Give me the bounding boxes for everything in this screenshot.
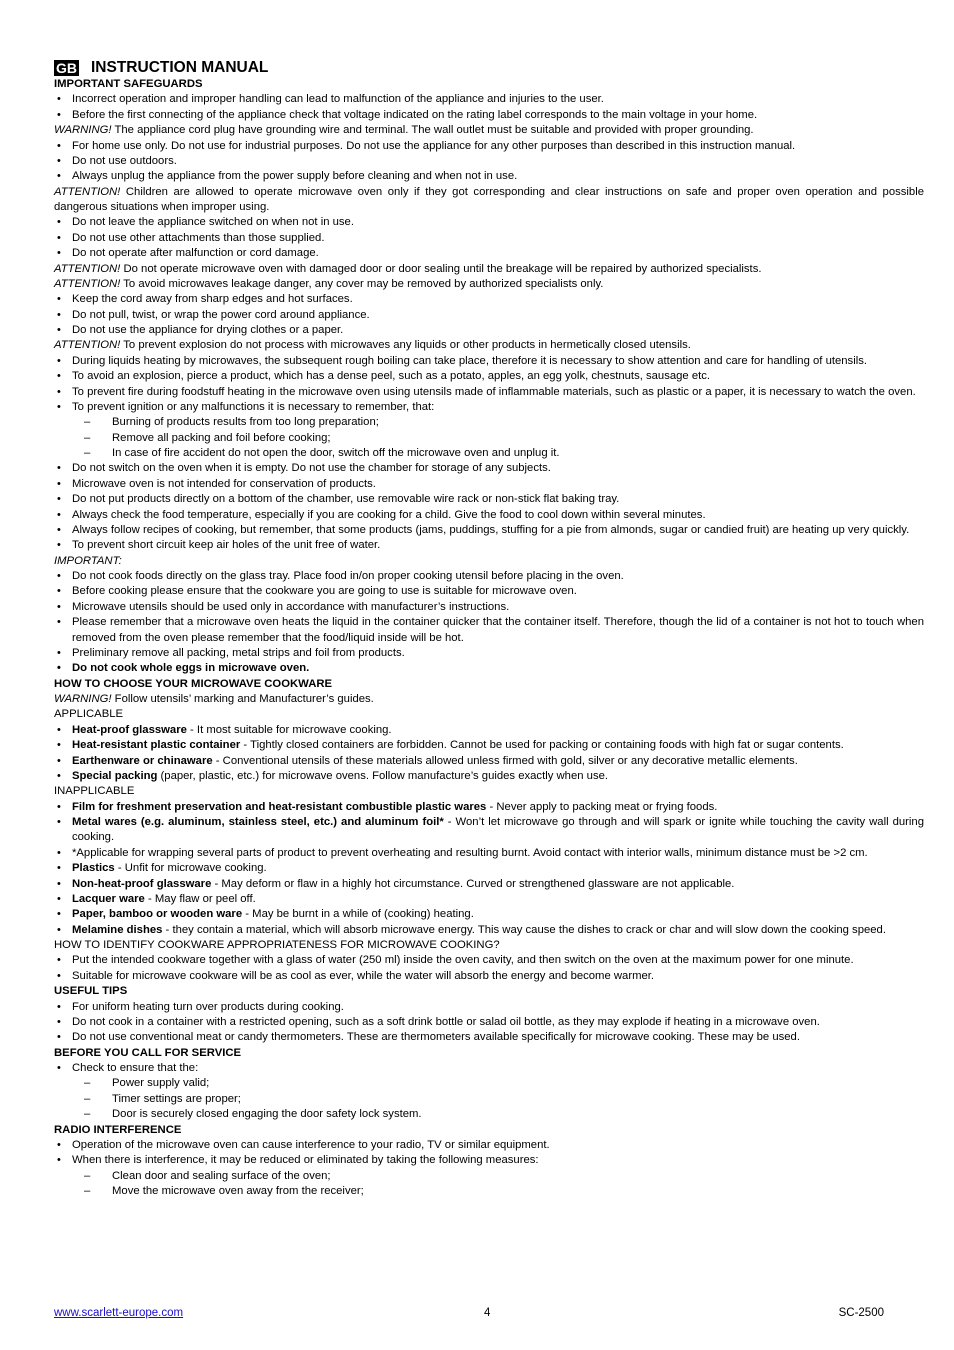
list-item: • Before the first connecting of the appliance check that voltage indicated on the rating label corresponds to the main voltage in your home. [54, 108, 924, 123]
list-item-text: To prevent ignition or any malfunctions it is necessary to remember, that: [72, 400, 435, 413]
dash-item: – Door is securely closed engaging the door safety lock system. [54, 1107, 924, 1122]
attention-paragraph [54, 262, 924, 277]
list-item: • To avoid an explosion, pierce a product, which has a dense peel, such as a potato, apples, an egg yolk, chestnuts, sausage etc. [54, 369, 924, 384]
item-term: Metal wares (e.g. aluminum, stainless steel, etc.) and aluminum foil* [72, 816, 444, 828]
item-term: Non-heat-proof glassware [72, 877, 212, 890]
list-item-text: When there is interference, it may be reduced or eliminated by taking the following measures: [72, 1154, 539, 1167]
identify-list [54, 953, 924, 984]
list-item: • For home use only. Do not use for industrial purposes. Do not use the appliance for any other purposes than described in this instruction manual. [54, 139, 924, 154]
list-item: • Do not leave the appliance switched on when not in use. [54, 215, 924, 230]
dash-item: – Remove all packing and foil before cooking; [54, 431, 924, 446]
list-item: • Incorrect operation and improper handling can lead to malfunction of the appliance and injuries to the user. [54, 92, 924, 107]
list-item [54, 769, 924, 784]
dash-list [54, 1169, 924, 1200]
list-item: • During liquids heating by microwaves, the subsequent rough boiling can take place, therefore it is necessary to show attention and care for handling of utensils. [54, 354, 924, 369]
list-item [54, 800, 924, 815]
list-item [54, 400, 924, 462]
list-item: • Do not use outdoors. [54, 154, 924, 169]
list-item: • Do not use conventional meat or candy thermometers. These are thermometers available specifically for microwave cooking. These may be used. [54, 1030, 924, 1045]
list-item: • Please remember that a microwave oven heats the liquid in the container quicker that the container itself. Therefore, though the lid of a container is not hot to touch when removed from the oven please remember that the food/liquid inside will be hot. [54, 615, 924, 646]
list-item [54, 1153, 924, 1199]
dash-item: – In case of fire accident do not open the door, switch off the microwave oven and unplug it. [54, 446, 924, 461]
page-number: 4 [484, 1307, 491, 1319]
item-desc: - Tightly closed containers are forbidden. Cannot be used for packing or containing foods with high fat or sugar contents. [240, 739, 844, 752]
list-item [54, 892, 924, 907]
list-item [54, 861, 924, 876]
list-item: • Microwave oven is not intended for conservation of products. [54, 477, 924, 492]
page-title: INSTRUCTION MANUAL [91, 59, 269, 76]
list-item: • Do not put products directly on a bottom of the chamber, use removable wire rack or non-stick flat baking tray. [54, 492, 924, 507]
section-heading-cookware: HOW TO CHOOSE YOUR MICROWAVE COOKWARE [54, 677, 333, 690]
item-term: Heat-resistant plastic container [72, 739, 241, 752]
list-item: • Keep the cord away from sharp edges and hot surfaces. [54, 292, 924, 307]
list-item [54, 738, 924, 753]
item-desc: - Conventional utensils of these materials allowed unless firmed with gold, silver or any decorative metallic elements. [212, 754, 798, 767]
list-item: • Microwave utensils should be used only in accordance with manufacturer’s instructions. [54, 600, 924, 615]
item-term: Lacquer ware [72, 892, 145, 905]
item-term: Melamine dishes [72, 923, 163, 936]
list-item: • Operation of the microwave oven can cause interference to your radio, TV or similar equipment. [54, 1138, 924, 1153]
item-desc: - Unfit for microwave cooking. [114, 862, 267, 875]
warning-label: WARNING! [54, 124, 112, 137]
safeguards-list-1 [54, 92, 924, 123]
attention-text: To avoid microwaves leakage danger, any cover may be removed by authorized specialists only. [120, 277, 604, 290]
list-item [54, 815, 924, 846]
warning-label: WARNING! [54, 693, 112, 705]
inapplicable-list [54, 800, 924, 938]
list-item: • To prevent short circuit keep air holes of the unit free of water. [54, 538, 924, 553]
attention-paragraph [54, 185, 924, 216]
list-item-bold: • Do not cook whole eggs in microwave oven. [54, 661, 924, 676]
item-desc: - May deform or flaw in a highly hot circumstance. Curved or strengthened glassware are not applicable. [211, 877, 735, 890]
list-item [54, 723, 924, 738]
attention-label: ATTENTION! [54, 277, 121, 290]
applicable-label: APPLICABLE [54, 708, 124, 721]
section-heading-radio: RADIO INTERFERENCE [54, 1123, 182, 1136]
item-desc: - May flaw or peel off. [144, 892, 256, 905]
list-item: • To prevent fire during foodstuff heating in the microwave oven using utensils made of inflammable materials, such as plastic or a paper, it is necessary to watch the oven. [54, 385, 924, 400]
attention-label: ATTENTION! [54, 185, 121, 198]
attention-text: Do not operate microwave oven with damaged door or door sealing until the breakage will be repaired by authorized specialists. [120, 262, 762, 275]
item-desc: - they contain a material, which will absorb microwave energy. This way cause the dishes to crack or char and will slow down the cooking speed. [162, 923, 886, 936]
list-item: • Put the intended cookware together with a glass of water (250 ml) inside the oven cavity, and then switch on the oven at the maximum power for one minute. [54, 953, 924, 968]
warning-text: Follow utensils’ marking and Manufacturer’s guides. [111, 693, 374, 705]
tips-list [54, 1000, 924, 1046]
warning-text: The appliance cord plug have grounding wire and terminal. The wall outlet must be suitable and provided with proper grounding. [111, 124, 754, 137]
item-desc: - It most suitable for microwave cooking. [186, 723, 392, 736]
attention-label: ATTENTION! [54, 262, 121, 275]
dash-item: – Clean door and sealing surface of the oven; [54, 1169, 924, 1184]
list-item-text: Check to ensure that the: [72, 1062, 199, 1074]
inapplicable-label: INAPPLICABLE [54, 785, 135, 798]
list-item: • Do not use the appliance for drying clothes or a paper. [54, 323, 924, 338]
dash-item: – Timer settings are proper; [54, 1092, 924, 1107]
list-item: • For uniform heating turn over products during cooking. [54, 1000, 924, 1015]
applicable-list [54, 723, 924, 785]
dash-item: – Burning of products results from too long preparation; [54, 415, 924, 430]
list-item: • Preliminary remove all packing, metal strips and foil from products. [54, 646, 924, 661]
list-item: • Do not use other attachments than those supplied. [54, 231, 924, 246]
dash-list [54, 1076, 924, 1122]
item-term: Heat-proof glassware [72, 723, 187, 736]
attention-paragraph [54, 277, 924, 292]
safeguards-list-5 [54, 354, 924, 554]
list-item: • Do not operate after malfunction or cord damage. [54, 246, 924, 261]
radio-list [54, 1138, 924, 1200]
warning-paragraph [54, 123, 924, 138]
item-term: Paper, bamboo or wooden ware [72, 908, 243, 921]
safeguards-list-3 [54, 215, 924, 261]
item-desc: - Won’t let microwave go through and will spark or ignite while touching the cavity wall during cooking. [72, 816, 924, 844]
list-item: • Always follow recipes of cooking, but remember, that some products (jams, puddings, stuffing for a pie from almonds, sugar or candied fruit) are heating up very quickly. [54, 523, 924, 538]
list-item: • Suitable for microwave cookware will be as cool as ever, while the water will absorb the energy and become warmer. [54, 969, 924, 984]
list-item [54, 877, 924, 892]
item-desc: *Applicable for wrapping several parts of product to prevent overheating and resulting burnt. Avoid contact with interior walls, minimum distance must be >2 cm. [72, 846, 868, 859]
item-term: Earthenware or chinaware [72, 754, 213, 767]
important-label: IMPORTANT: [54, 554, 122, 567]
attention-text: Children are allowed to operate microwave oven only if they got corresponding and clear instructions on safe and proper oven operation and possible dangerous situations when improper using. [54, 185, 924, 213]
list-item: • Do not pull, twist, or wrap the power cord around appliance. [54, 308, 924, 323]
safeguards-list-4 [54, 292, 924, 338]
list-item [54, 907, 924, 922]
list-item: • Always check the food temperature, especially if you are cooking for a child. Give the food to cool down within several minutes. [54, 508, 924, 523]
section-heading-safeguards: IMPORTANT SAFEGUARDS [54, 78, 203, 90]
manual-page [54, 59, 924, 1199]
important-list [54, 569, 924, 677]
item-desc: - Never apply to packing meat or frying foods. [486, 800, 718, 813]
item-term: Plastics [72, 862, 115, 875]
list-item: • Always unplug the appliance from the power supply before cleaning and when not in use. [54, 169, 924, 184]
list-item [54, 846, 924, 861]
safeguards-list-2 [54, 139, 924, 185]
list-item: • Do not cook in a container with a restricted opening, such as a soft drink bottle or salad oil bottle, as they may explode if heating in a microwave oven. [54, 1015, 924, 1030]
item-term: Film for freshment preservation and heat-resistant combustible plastic wares [72, 800, 487, 813]
dash-list [54, 415, 924, 461]
list-item: • Before cooking please ensure that the cookware you are going to use is suitable for microwave oven. [54, 584, 924, 599]
warning-paragraph [54, 692, 924, 707]
service-list [54, 1061, 924, 1123]
model-number: SC-2500 [838, 1307, 884, 1319]
list-item [54, 1061, 924, 1123]
attention-label: ATTENTION! [54, 339, 121, 352]
list-item [54, 923, 924, 938]
list-item: • Do not switch on the oven when it is empty. Do not use the chamber for storage of any subjects. [54, 461, 924, 476]
language-badge: GB [56, 60, 77, 76]
list-item: • Do not cook foods directly on the glass tray. Place food in/on proper cooking utensil before placing in the oven. [54, 569, 924, 584]
item-desc: (paper, plastic, etc.) for microwave ovens. Follow manufacture’s guides exactly when use. [157, 769, 609, 782]
attention-text: To prevent explosion do not process with microwaves any liquids or other products in hermetically closed utensils. [120, 339, 691, 352]
attention-paragraph [54, 338, 924, 353]
item-term: Special packing [72, 769, 158, 782]
list-item [54, 754, 924, 769]
title-row [54, 59, 924, 77]
identify-heading: HOW TO IDENTIFY COOKWARE APPROPRIATENESS FOR MICROWAVE COOKING? [54, 939, 500, 951]
item-desc: - May be burnt in a while of (cooking) heating. [242, 908, 474, 921]
dash-item: – Power supply valid; [54, 1076, 924, 1091]
section-heading-tips: USEFUL TIPS [54, 985, 128, 998]
section-heading-service: BEFORE YOU CALL FOR SERVICE [54, 1046, 242, 1059]
dash-item: – Move the microwave oven away from the receiver; [54, 1184, 924, 1199]
website-link[interactable]: www.scarlett-europe.com [54, 1307, 184, 1319]
